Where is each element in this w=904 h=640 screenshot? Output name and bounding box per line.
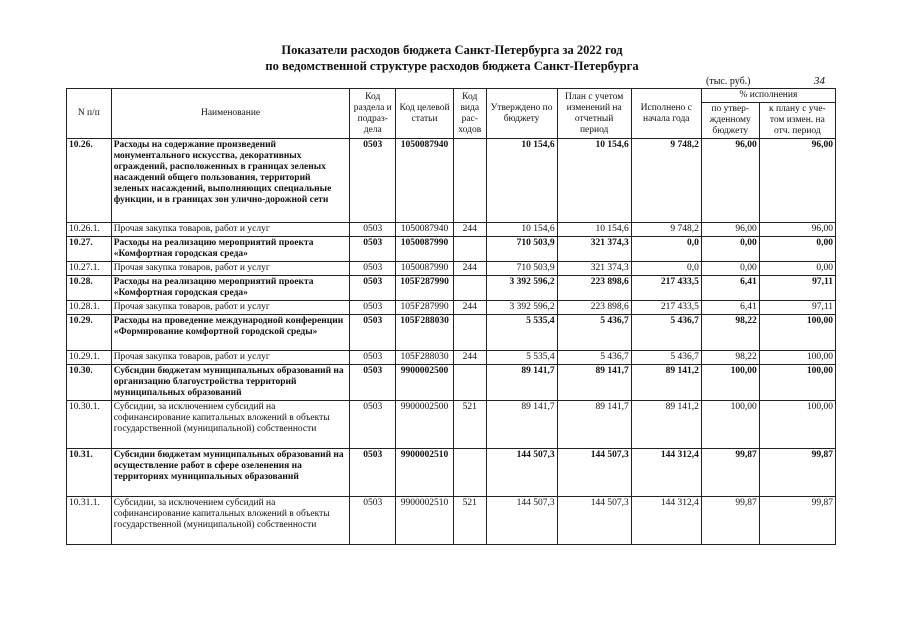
cell-name: Субсидии бюджетам муниципальных образований на осуществление работ в сфере озеленения на территориях муниципальных образований	[111, 449, 350, 497]
cell-executed: 9 748,2	[631, 223, 701, 237]
cell-type	[454, 449, 487, 497]
cell-num: 10.29.1.	[67, 351, 112, 365]
cell-plan: 144 507,3	[557, 497, 631, 545]
cell-pct-plan: 99,87	[759, 449, 835, 497]
cell-approved: 89 141,7	[486, 365, 557, 401]
cell-section: 0503	[350, 401, 396, 449]
cell-name: Расходы на реализацию мероприятий проекта «Комфортная городская среда»	[111, 237, 350, 262]
cell-plan: 144 507,3	[557, 449, 631, 497]
cell-target: 9900002510	[396, 449, 454, 497]
expenditure-table	[66, 88, 836, 545]
col-header-pct-approved: по утвер-жденному бюджету	[701, 103, 759, 139]
report-title: Показатели расходов бюджета Санкт-Петербурга за 2022 год	[281, 43, 623, 57]
cell-num: 10.26.	[67, 139, 112, 223]
cell-approved: 5 535,4	[486, 315, 557, 351]
cell-approved: 10 154,6	[486, 139, 557, 223]
cell-num: 10.27.1.	[67, 262, 112, 276]
cell-approved: 3 392 596,2	[486, 301, 557, 315]
cell-num: 10.27.	[67, 237, 112, 262]
cell-approved: 5 535,4	[486, 351, 557, 365]
cell-type: 521	[454, 401, 487, 449]
cell-plan: 10 154,6	[557, 223, 631, 237]
cell-section: 0503	[350, 351, 396, 365]
cell-type: 244	[454, 301, 487, 315]
cell-pct-plan: 96,00	[759, 223, 835, 237]
cell-name: Прочая закупка товаров, работ и услуг	[111, 351, 350, 365]
cell-plan: 321 374,3	[557, 237, 631, 262]
cell-pct-plan: 100,00	[759, 365, 835, 401]
col-header-target: Код целевой статьи	[396, 89, 454, 139]
cell-executed: 144 312,4	[631, 497, 701, 545]
cell-pct-approved: 100,00	[701, 401, 759, 449]
cell-target: 105F288030	[396, 351, 454, 365]
cell-section: 0503	[350, 301, 396, 315]
col-header-name: Наименование	[111, 89, 350, 139]
cell-target: 105F287990	[396, 301, 454, 315]
table-row-item	[67, 401, 836, 449]
cell-name: Расходы на проведение международной конференции «Формирование комфортной городской среды»	[111, 315, 350, 351]
cell-plan: 321 374,3	[557, 262, 631, 276]
cell-target: 1050087940	[396, 223, 454, 237]
cell-pct-approved: 98,22	[701, 315, 759, 351]
table-row-section	[67, 449, 836, 497]
cell-section: 0503	[350, 223, 396, 237]
cell-type: 244	[454, 351, 487, 365]
cell-pct-plan: 99,87	[759, 497, 835, 545]
cell-num: 10.30.	[67, 365, 112, 401]
cell-section: 0503	[350, 276, 396, 301]
table-row-item	[67, 497, 836, 545]
cell-section: 0503	[350, 262, 396, 276]
cell-plan: 223 898,6	[557, 301, 631, 315]
cell-target: 105F288030	[396, 315, 454, 351]
cell-section: 0503	[350, 449, 396, 497]
cell-num: 10.29.	[67, 315, 112, 351]
cell-num: 10.31.1.	[67, 497, 112, 545]
cell-executed: 0,0	[631, 237, 701, 262]
cell-approved: 10 154,6	[486, 223, 557, 237]
cell-pct-approved: 98,22	[701, 351, 759, 365]
cell-pct-plan: 100,00	[759, 351, 835, 365]
cell-executed: 89 141,2	[631, 365, 701, 401]
cell-target: 9900002500	[396, 401, 454, 449]
table-row-section	[67, 365, 836, 401]
cell-pct-approved: 96,00	[701, 139, 759, 223]
cell-approved: 144 507,3	[486, 449, 557, 497]
cell-name: Расходы на реализацию мероприятий проекта «Комфортная городская среда»	[111, 276, 350, 301]
cell-plan: 223 898,6	[557, 276, 631, 301]
cell-name: Субсидии, за исключением субсидий на софинансирование капитальных вложений в объекты государственной (муниципальной) собственности	[111, 401, 350, 449]
cell-type: 244	[454, 262, 487, 276]
cell-type	[454, 237, 487, 262]
cell-pct-plan: 100,00	[759, 401, 835, 449]
col-header-pct-plan: к плану с уче-том измен. на отч. период	[759, 103, 835, 139]
cell-plan: 5 436,7	[557, 351, 631, 365]
units-label: (тыс. руб.)	[706, 76, 751, 87]
cell-name: Прочая закупка товаров, работ и услуг	[111, 301, 350, 315]
cell-executed: 5 436,7	[631, 351, 701, 365]
cell-executed: 217 433,5	[631, 301, 701, 315]
cell-pct-approved: 99,87	[701, 449, 759, 497]
col-header-num: N п/п	[67, 89, 112, 139]
cell-approved: 89 141,7	[486, 401, 557, 449]
cell-executed: 0,0	[631, 262, 701, 276]
cell-type	[454, 139, 487, 223]
cell-pct-approved: 6,41	[701, 301, 759, 315]
table-row-section	[67, 139, 836, 223]
table-row-section	[67, 276, 836, 301]
cell-pct-approved: 6,41	[701, 276, 759, 301]
cell-approved: 710 503,9	[486, 262, 557, 276]
cell-approved: 144 507,3	[486, 497, 557, 545]
cell-pct-approved: 100,00	[701, 365, 759, 401]
cell-pct-plan: 0,00	[759, 237, 835, 262]
cell-name: Прочая закупка товаров, работ и услуг	[111, 262, 350, 276]
table-row-item	[67, 262, 836, 276]
cell-pct-plan: 100,00	[759, 315, 835, 351]
cell-pct-plan: 96,00	[759, 139, 835, 223]
cell-executed: 9 748,2	[631, 139, 701, 223]
cell-num: 10.28.	[67, 276, 112, 301]
cell-executed: 89 141,2	[631, 401, 701, 449]
cell-pct-plan: 97,11	[759, 276, 835, 301]
cell-pct-plan: 97,11	[759, 301, 835, 315]
cell-executed: 144 312,4	[631, 449, 701, 497]
cell-name: Расходы на содержание произведений монументального искусства, декоративных ограждений, расположенных в границах зеленых насаждений общего пользования, территорий зеленых насаждений, выполняющих специальные функции, и в границах зон улично-дорожной сети	[111, 139, 350, 223]
col-header-type: Код вида рас-ходов	[454, 89, 487, 139]
col-header-section: Код раздела и подраз-дела	[350, 89, 396, 139]
cell-pct-approved: 0,00	[701, 237, 759, 262]
cell-target: 9900002510	[396, 497, 454, 545]
col-header-executed: Исполнено с начала года	[631, 89, 701, 139]
cell-approved: 3 392 596,2	[486, 276, 557, 301]
cell-num: 10.31.	[67, 449, 112, 497]
cell-num: 10.30.1.	[67, 401, 112, 449]
cell-type: 244	[454, 223, 487, 237]
cell-plan: 89 141,7	[557, 401, 631, 449]
cell-type	[454, 365, 487, 401]
cell-section: 0503	[350, 315, 396, 351]
table-row-section	[67, 315, 836, 351]
cell-name: Субсидии, за исключением субсидий на софинансирование капитальных вложений в объекты государственной (муниципальной) собственности	[111, 497, 350, 545]
cell-target: 1050087990	[396, 237, 454, 262]
cell-section: 0503	[350, 365, 396, 401]
cell-target: 105F287990	[396, 276, 454, 301]
cell-target: 1050087940	[396, 139, 454, 223]
cell-pct-plan: 0,00	[759, 262, 835, 276]
cell-name: Субсидии бюджетам муниципальных образований на организацию благоустройства территорий муниципальных образований	[111, 365, 350, 401]
page-number: 34	[814, 75, 825, 87]
cell-section: 0503	[350, 237, 396, 262]
cell-plan: 89 141,7	[557, 365, 631, 401]
table-row-item	[67, 351, 836, 365]
cell-pct-approved: 99,87	[701, 497, 759, 545]
table-row-item	[67, 223, 836, 237]
report-subtitle: по ведомственной структуре расходов бюджета Санкт-Петербурга	[265, 59, 639, 73]
cell-section: 0503	[350, 497, 396, 545]
col-header-pct-group: % исполнения	[701, 89, 835, 103]
table-row-section	[67, 237, 836, 262]
cell-target: 1050087990	[396, 262, 454, 276]
cell-pct-approved: 0,00	[701, 262, 759, 276]
col-header-plan: План с учетом изменений на отчетный период	[557, 89, 631, 139]
cell-type: 521	[454, 497, 487, 545]
cell-section: 0503	[350, 139, 396, 223]
cell-executed: 217 433,5	[631, 276, 701, 301]
cell-num: 10.26.1.	[67, 223, 112, 237]
cell-approved: 710 503,9	[486, 237, 557, 262]
cell-target: 9900002500	[396, 365, 454, 401]
cell-num: 10.28.1.	[67, 301, 112, 315]
cell-type	[454, 276, 487, 301]
cell-name: Прочая закупка товаров, работ и услуг	[111, 223, 350, 237]
cell-plan: 5 436,7	[557, 315, 631, 351]
cell-type	[454, 315, 487, 351]
cell-executed: 5 436,7	[631, 315, 701, 351]
table-row-item	[67, 301, 836, 315]
cell-plan: 10 154,6	[557, 139, 631, 223]
cell-pct-approved: 96,00	[701, 223, 759, 237]
col-header-approved: Утверждено по бюджету	[486, 89, 557, 139]
